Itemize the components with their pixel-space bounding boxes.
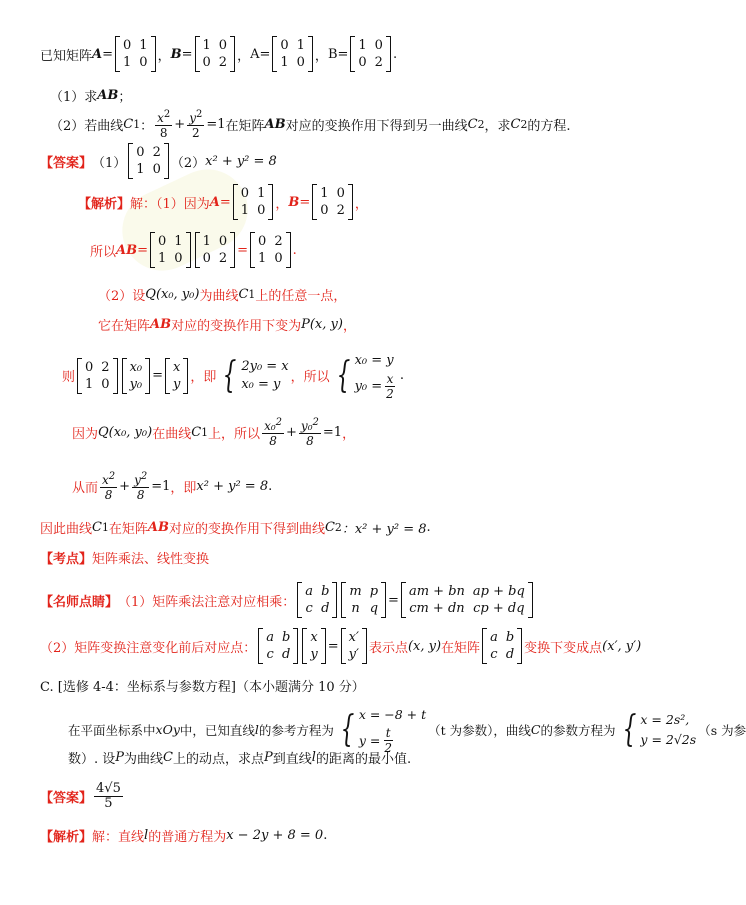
kaodian-tag: 【考点】 xyxy=(40,552,93,567)
var: C xyxy=(163,750,173,765)
cell: 0 xyxy=(139,55,148,70)
var-AB: AB xyxy=(150,317,172,332)
eq-sign: = xyxy=(237,242,249,258)
cell: b xyxy=(321,584,330,599)
cell: 1 xyxy=(258,251,267,266)
comma: ， xyxy=(354,196,368,212)
sub: 1 xyxy=(133,117,141,131)
var-B: B xyxy=(288,194,300,210)
analysis-conclusion xyxy=(40,518,431,537)
cell: x xyxy=(310,630,318,645)
matrix-abcd xyxy=(258,628,298,664)
period: . xyxy=(292,242,297,258)
cell: 0 xyxy=(174,251,183,266)
matrix-A xyxy=(233,184,274,220)
cell: 0 xyxy=(158,234,167,249)
cell: 2 xyxy=(336,203,345,218)
cell: 0 xyxy=(152,162,161,177)
var: l xyxy=(254,722,259,737)
analysis-1-product xyxy=(90,232,297,268)
sup: 2 xyxy=(312,417,319,428)
text: 在矩阵 xyxy=(108,522,148,537)
text: 的参数方程为 xyxy=(540,722,616,738)
text: 数）. 设 xyxy=(68,752,116,767)
text: （2）设 xyxy=(98,289,146,304)
cell: 0 xyxy=(85,359,94,375)
period: . xyxy=(268,478,273,494)
text: ，求 xyxy=(484,118,511,134)
text: 为曲线 xyxy=(124,752,164,767)
num: x xyxy=(386,372,394,386)
cell: 0 xyxy=(202,55,211,70)
text: （s 为参 xyxy=(698,722,746,738)
cell: 0 xyxy=(274,251,283,266)
plus: + xyxy=(174,116,186,132)
part2 xyxy=(50,108,570,140)
cell: a xyxy=(305,584,314,599)
plus: + xyxy=(119,478,131,494)
system-curve-c: { x = 2s², y = 2√2s xyxy=(622,708,697,750)
question-statement xyxy=(40,36,397,72)
den: 8 xyxy=(136,488,145,502)
cell: 1 xyxy=(136,162,145,177)
eq-sign: = xyxy=(327,638,339,654)
sup: 2 xyxy=(108,471,116,482)
text: 因此曲线 xyxy=(40,522,93,537)
system-line-l: { x = −8 + t y = $\frac{t}{2}$ xyxy=(336,704,426,755)
text: 它在矩阵 xyxy=(98,319,151,334)
fraction xyxy=(262,416,284,448)
var: x xyxy=(157,111,164,125)
num: 4√5 xyxy=(96,781,121,796)
equation: x² + y² = 8 xyxy=(196,478,269,494)
system-1: { 2y₀ = x x₀ = y xyxy=(223,354,289,396)
comma: ， xyxy=(275,196,289,212)
text: 从而 xyxy=(72,480,99,496)
text: （2）若曲线 xyxy=(50,118,124,134)
cell: 0 xyxy=(101,376,110,392)
sup: 2 xyxy=(140,471,148,482)
sup: 2 xyxy=(195,109,203,120)
cell: 1 xyxy=(85,376,94,392)
cell: 0 xyxy=(218,234,228,249)
text: 解：（1）因为 xyxy=(130,196,210,212)
answer-tag: 【答案】 xyxy=(40,155,93,171)
text: （1）求 xyxy=(50,90,98,105)
question-c-header xyxy=(40,676,365,695)
text: 所以 xyxy=(90,244,117,260)
text: 的普通方程为 xyxy=(148,830,227,845)
text: 则 xyxy=(62,370,76,385)
var-AB: AB xyxy=(264,116,286,132)
var: x₀ xyxy=(264,419,276,433)
cell: am + bn xyxy=(408,584,465,599)
text: ，所以 xyxy=(290,370,330,385)
cell: 2 xyxy=(374,55,383,70)
text: 解：直线 xyxy=(92,830,145,845)
matrix-answer xyxy=(128,143,169,179)
cell: 0 xyxy=(136,145,145,160)
matrix-B xyxy=(195,36,236,72)
var: l xyxy=(144,828,149,843)
text: =1 xyxy=(206,116,226,132)
text: 表示点 xyxy=(368,640,408,656)
cell: 2 xyxy=(218,55,228,70)
cell: a xyxy=(490,630,498,645)
text: 的参考方程为 xyxy=(258,722,334,738)
cell: 2 xyxy=(152,145,161,160)
var-A-plain: A= xyxy=(250,46,271,62)
equation: x − 2y + 8 = 0 xyxy=(226,828,324,843)
text: ； xyxy=(118,90,132,105)
cell: 0 xyxy=(240,186,250,201)
var-C: C xyxy=(467,116,478,132)
analysis-2 xyxy=(40,826,327,845)
comma: ， xyxy=(342,426,356,442)
vector-x0y0 xyxy=(122,358,151,394)
cell: y′ xyxy=(348,647,359,662)
cell: y₀ xyxy=(129,376,143,392)
cell: 0 xyxy=(320,203,329,218)
cell: x xyxy=(173,359,181,375)
fraction xyxy=(187,108,204,140)
var-AB: AB xyxy=(97,88,119,103)
cell: 1 xyxy=(358,38,367,53)
cell: 1 xyxy=(280,55,289,70)
text: 因为 xyxy=(72,426,99,442)
cell: b xyxy=(505,630,515,645)
cell: d xyxy=(505,647,515,662)
text: 对应的变换作用下得到曲线 xyxy=(168,522,325,537)
text: 中，已知直线 xyxy=(179,722,255,738)
text: （1）矩阵乘法注意对应相乘： xyxy=(118,594,296,610)
eq-sign: = xyxy=(137,242,148,258)
var-A: A xyxy=(209,194,220,210)
period: . xyxy=(426,520,431,535)
vector-xy xyxy=(302,628,325,664)
answer-tag: 【答案】 xyxy=(40,791,93,806)
row-lhs: y = xyxy=(358,732,381,748)
cell: 0 xyxy=(202,251,211,266)
eq-sign: = xyxy=(388,592,399,608)
eq-sign: = xyxy=(219,194,231,210)
equation: x² + y² = 8 xyxy=(205,153,277,169)
text: C. [选修 4-4：坐标系与参数方程]（本小题满分 10 分） xyxy=(40,680,365,695)
vector-xy-prime xyxy=(341,628,367,664)
text: =1 xyxy=(151,478,171,494)
var-C: C xyxy=(191,424,202,440)
var: l xyxy=(311,750,316,765)
matrix-A xyxy=(150,232,191,268)
cell: x₀ xyxy=(129,359,143,375)
cell: y xyxy=(173,376,181,392)
den: 2 xyxy=(191,126,200,140)
question-c-line2 xyxy=(68,748,411,767)
kaodian xyxy=(40,548,209,567)
row: 2y₀ = x xyxy=(241,358,289,374)
mingshi-1 xyxy=(40,582,535,618)
den: 2 xyxy=(386,387,394,401)
matrix-mnpq xyxy=(341,582,386,618)
colon: ： xyxy=(140,118,154,134)
text: 上的任意一点， xyxy=(255,289,347,304)
row: x₀ = y xyxy=(354,353,394,368)
cell: 1 xyxy=(123,55,132,70)
text: =1 xyxy=(322,424,343,440)
var-C: C xyxy=(238,287,249,302)
var: y xyxy=(189,111,196,125)
text: 的距离的最小值. xyxy=(315,752,412,767)
var-B: B xyxy=(170,46,182,62)
text: 在矩阵 xyxy=(225,118,265,134)
text: 矩阵乘法、线性变换 xyxy=(92,552,210,567)
cell: 1 xyxy=(158,251,167,266)
analysis-2-transform xyxy=(62,350,404,401)
matrix-B xyxy=(312,184,353,220)
var: C xyxy=(530,722,541,737)
fraction xyxy=(100,470,117,502)
text: 为曲线 xyxy=(199,289,239,304)
analysis-2-hence xyxy=(72,470,272,502)
matrix-A-plain xyxy=(272,36,313,72)
analysis-2-oncurve xyxy=(72,416,355,448)
cell: 1 xyxy=(202,38,211,53)
cell: a xyxy=(266,630,275,645)
matrix-abcd xyxy=(297,582,337,618)
cell: 1 xyxy=(139,38,148,53)
text: 变换下变成点 xyxy=(524,640,603,656)
den: 8 xyxy=(306,434,314,448)
text: （2）矩阵变换注意变化前后对应点： xyxy=(40,640,257,656)
text: （2） xyxy=(170,155,206,171)
eq-sign: = xyxy=(299,194,311,210)
matrix-A xyxy=(115,36,156,72)
cell: 0 xyxy=(336,186,345,201)
point: (x′, y′) xyxy=(602,638,642,654)
analysis-2-line2 xyxy=(98,315,356,334)
cell: p xyxy=(369,584,379,599)
text: 在曲线 xyxy=(152,426,192,442)
var-AB: AB xyxy=(116,242,138,258)
sub: 2 xyxy=(477,117,485,131)
sub: 2 xyxy=(334,521,342,534)
sub: 2 xyxy=(520,117,528,131)
answer-1 xyxy=(40,143,277,179)
sup: 2 xyxy=(275,417,283,428)
var-C: C xyxy=(324,520,335,535)
cell: c xyxy=(266,647,274,662)
cell: 0 xyxy=(257,203,266,218)
sup: 2 xyxy=(163,109,171,120)
text: 上，所以 xyxy=(208,426,261,442)
var-AB: AB xyxy=(147,520,169,535)
fraction xyxy=(299,416,321,448)
den: 8 xyxy=(269,434,277,448)
den: 2 xyxy=(384,741,392,755)
cell: 0 xyxy=(123,38,132,53)
var: P xyxy=(115,750,125,765)
text: 在平面坐标系中 xyxy=(68,722,156,738)
matrix-abcd xyxy=(482,628,522,664)
cell: 0 xyxy=(358,55,367,70)
text: ，即 xyxy=(190,370,217,385)
point: (x, y) xyxy=(407,638,442,654)
sub: 1 xyxy=(101,521,109,534)
cell: b xyxy=(282,630,291,645)
var: xOy xyxy=(155,722,180,737)
cell: ap + bq xyxy=(472,584,525,599)
cell: cm + dn xyxy=(409,601,465,616)
cell: 0 xyxy=(296,55,305,70)
cell: 1 xyxy=(174,234,183,249)
eq-sign: = xyxy=(181,46,193,62)
num: t xyxy=(385,726,391,740)
point-Q: Q(x₀, y₀) xyxy=(145,287,200,302)
den: 5 xyxy=(104,796,113,811)
text: 到直线 xyxy=(272,752,312,767)
cell: x′ xyxy=(348,630,359,645)
analysis-1-line1 xyxy=(78,184,368,220)
text: （t 为参数），曲线 xyxy=(428,722,531,738)
plus: + xyxy=(286,424,297,440)
matrix-AB xyxy=(77,358,118,394)
sub: 1 xyxy=(248,288,256,301)
var-B-plain: B= xyxy=(327,46,349,62)
eq-sign: = xyxy=(102,46,114,62)
text: 上的动点，求点 xyxy=(172,752,264,767)
cell: 0 xyxy=(258,234,267,249)
text: 对应的变换作用下变为 xyxy=(171,319,302,334)
cell: 2 xyxy=(274,234,283,249)
cell: 1 xyxy=(240,203,250,218)
analysis-tag: 【解析】 xyxy=(40,830,93,845)
matrix-product xyxy=(401,582,533,618)
sub: 1 xyxy=(201,425,209,439)
point-Q: Q(x₀, y₀) xyxy=(98,424,153,440)
row-lhs: y₀ = xyxy=(354,378,383,394)
cell: 2 xyxy=(101,359,110,375)
cell: 0 xyxy=(280,38,289,53)
text: （1） xyxy=(92,155,127,171)
comma: ， xyxy=(314,48,328,64)
fraction xyxy=(94,782,123,811)
text: 已知矩阵 xyxy=(40,48,93,64)
text: ， xyxy=(342,319,356,334)
var-C: C xyxy=(510,116,521,132)
analysis-tag: 【解析】 xyxy=(78,196,131,212)
row: x = −8 + t xyxy=(358,707,427,722)
fraction xyxy=(155,108,172,140)
period: . xyxy=(323,828,328,843)
text: 对应的变换作用下得到另一曲线 xyxy=(285,118,468,134)
var: P xyxy=(264,750,273,765)
row: x = 2s², xyxy=(640,711,690,727)
point-P: P(x, y) xyxy=(301,317,343,332)
period: . xyxy=(392,46,398,62)
equation: ：x² + y² = 8 xyxy=(341,522,427,537)
var-C: C xyxy=(92,520,102,535)
text: 的方程. xyxy=(527,118,571,134)
comma: ， xyxy=(157,48,171,64)
cell: cp + dq xyxy=(473,601,525,616)
cell: c xyxy=(490,647,498,662)
cell: d xyxy=(321,601,330,616)
fraction xyxy=(132,470,149,502)
den: 8 xyxy=(159,126,168,140)
var: x xyxy=(102,473,109,487)
cell: 0 xyxy=(218,38,228,53)
cell: m xyxy=(349,584,362,599)
text: 在矩阵 xyxy=(441,640,481,656)
analysis-2-line1 xyxy=(98,285,346,304)
cell: 1 xyxy=(296,38,305,53)
text: ，即 xyxy=(170,480,197,496)
cell: q xyxy=(369,601,379,616)
comma: ， xyxy=(237,48,251,64)
matrix-B-plain xyxy=(350,36,391,72)
part1 xyxy=(50,86,131,105)
cell: 2 xyxy=(218,251,228,266)
cell: 1 xyxy=(257,186,266,201)
cell: n xyxy=(351,601,360,616)
matrix-B xyxy=(195,232,236,268)
answer-2 xyxy=(40,782,125,811)
mingshi-tag: 【名师点睛】 xyxy=(40,594,119,610)
mingshi-2 xyxy=(40,628,641,664)
matrix-result xyxy=(250,232,291,268)
cell: 1 xyxy=(202,234,211,249)
cell: c xyxy=(305,601,313,616)
cell: d xyxy=(282,647,291,662)
var: y₀ xyxy=(300,419,313,433)
var-C: C xyxy=(123,116,134,132)
vector-xy xyxy=(165,358,188,394)
den: 8 xyxy=(104,488,113,502)
system-2: { x₀ = y y₀ = $\frac{x}{2}$ xyxy=(332,350,398,401)
cell: 0 xyxy=(374,38,383,53)
cell: y xyxy=(310,647,318,662)
var-A: A xyxy=(92,46,103,62)
period: . xyxy=(399,368,404,383)
row: x₀ = y xyxy=(241,376,281,392)
eq-sign: = xyxy=(152,368,164,383)
cell: 1 xyxy=(320,186,329,201)
var: y xyxy=(134,473,141,487)
row: y = 2√2s xyxy=(640,731,697,747)
